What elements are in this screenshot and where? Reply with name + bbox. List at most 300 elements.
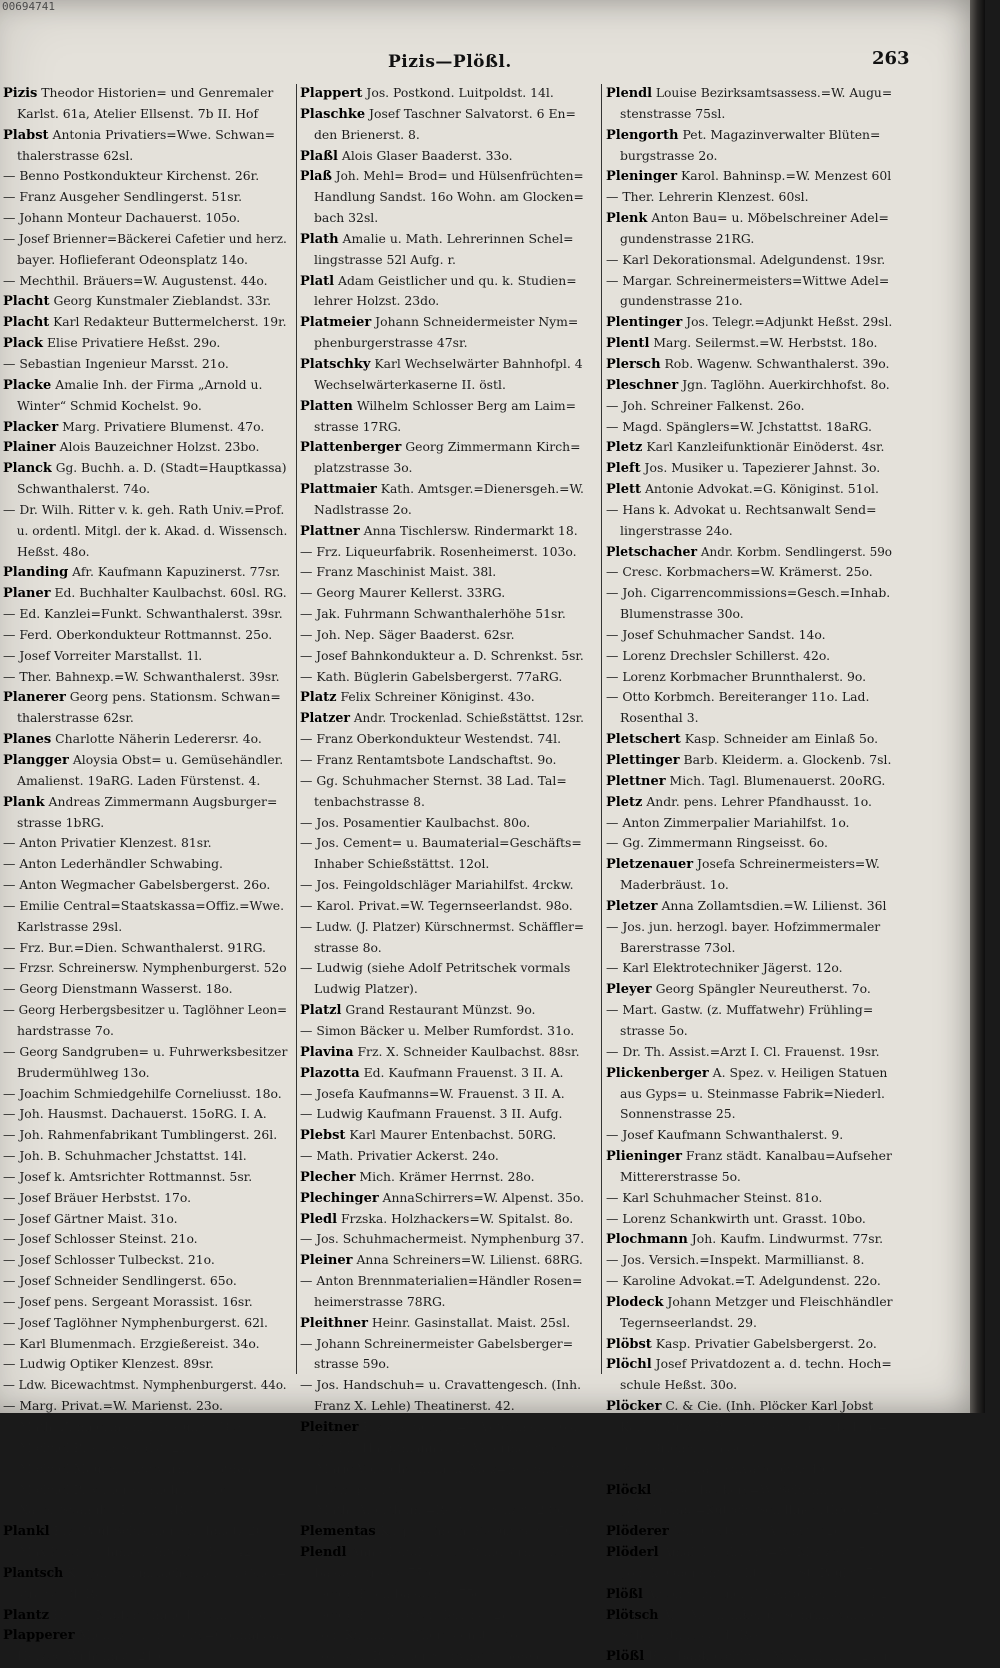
surname: Plenk	[606, 211, 648, 227]
entry-text: Winter“ Schmid Kochelst. 9o.	[17, 397, 202, 413]
entry-heading-line	[3, 792, 287, 813]
entry-heading-line	[606, 1292, 892, 1313]
entry-text: — Gg. Schuhmacher Sternst. 38 Lad. Tal=	[300, 772, 567, 788]
entry-text: — Jak. Tramb.=Kutsch. Sendlingerthorpl. 2o.	[606, 1502, 891, 1518]
entry-text: — Joh. Nep. Säger Baaderst. 62sr.	[300, 626, 515, 642]
entry-text: Marg. Seilermst.=W. Herbstst. 18o.	[649, 335, 878, 351]
surname: Pleithner	[300, 1315, 368, 1331]
entry-heading-line	[3, 437, 287, 458]
entry-line	[300, 917, 584, 938]
entry-text: — Ferd. Oberkondukteur Rottmannst. 25o.	[3, 626, 273, 642]
entry-heading-line	[300, 687, 584, 708]
entry-line	[300, 792, 598, 813]
surname: Placker	[3, 419, 59, 435]
entry-text: — Ludwig Optiker Klenzest. 89sr.	[3, 1356, 214, 1372]
entry-line	[3, 1480, 287, 1501]
entry-line	[3, 1584, 301, 1605]
entry-text: — Gg. Zimmermann Ringseisst. 6o.	[606, 835, 828, 851]
entry-text: strasse 3l. RG.	[17, 1585, 109, 1601]
entry-line	[3, 1167, 287, 1188]
entry-text: Amalienst. 19aRG. Laden Fürstenst. 4.	[17, 772, 261, 788]
entry-line	[606, 562, 892, 583]
surname: Platten	[300, 398, 353, 414]
entry-heading-line	[300, 1188, 584, 1209]
entry-heading-line	[300, 1417, 584, 1438]
entry-text: Afr. Kaufmann Kapuzinerst. 77sr.	[68, 564, 281, 580]
entry-text: Wilhelm Schlosser Berg am Laim=	[352, 397, 576, 413]
entry-line	[606, 146, 906, 167]
entry-line	[606, 667, 892, 688]
entry-text: — Joh. B. Schuhmacher Jchstattst. 14l.	[3, 1148, 247, 1164]
entry-text: Mich. k. Sicherheits=Commissär	[74, 1627, 286, 1643]
entry-line	[606, 271, 892, 292]
entry-line	[300, 1646, 584, 1667]
entry-text: — Georg Dienstmann Wasserst. 18o.	[3, 981, 233, 997]
running-head: Pizis—Plößl.	[388, 52, 512, 72]
entry-text: den Brienerst. 8.	[314, 126, 420, 142]
entry-text: Georg Kunstmaler Zieblandst. 33r.	[49, 293, 272, 309]
surname: Pleyer	[606, 982, 652, 998]
entry-text: Andr. Trockenlad. Schießstättst. 12sr.	[350, 710, 584, 726]
surname: Pleninger	[606, 169, 678, 185]
entry-text: — Jos. Cement= u. Baumaterial=Geschäfts=	[300, 835, 582, 851]
entry-text: aus Gyps= u. Steinmasse Fabrik=Niederl.	[620, 1085, 885, 1101]
entry-line	[606, 250, 892, 271]
entry-text: lingstrasse 52l Aufg. r.	[314, 251, 456, 267]
entry-text: — Josef Bahnkondukteur a. D. Schrenkst. 5sr.	[300, 647, 584, 663]
entry-text: lingerstrasse 24o.	[620, 522, 733, 538]
entry-text: — Franz Oberkondukteur Westendst. 74l.	[300, 731, 562, 747]
entry-text: Amal. Landricht.=W. Klenzest. 51sr.	[658, 1544, 889, 1560]
entry-text: — Benno Postkondukteur Kirchenst. 26r.	[3, 168, 260, 184]
entry-text: — Sebastian Ingenieur Marsst. 21o.	[3, 355, 229, 371]
entry-line	[606, 1563, 892, 1584]
entry-line	[300, 333, 598, 354]
entry-line	[3, 958, 287, 979]
entry-text: platzstrasse 3o.	[314, 460, 413, 476]
entry-line	[3, 979, 287, 1000]
entry-text: Rosenthal 3.	[620, 710, 699, 726]
surname: Pletz	[606, 794, 643, 810]
entry-line	[3, 187, 287, 208]
surname: Plöckl	[606, 1482, 652, 1498]
entry-text: bach 32sl.	[314, 210, 379, 226]
entry-line	[3, 854, 287, 875]
entry-text: Anna Schreiners=W. Lilienst. 68RG.	[352, 1252, 583, 1268]
entry-text: Frz. X. Schneider Kaulbachst. 88sr.	[353, 1043, 580, 1059]
entry-text: — Joh. Kaufmann Theresienst. 34o.	[300, 1627, 522, 1643]
surname: Pletschert	[606, 732, 681, 748]
entry-heading-line	[300, 312, 584, 333]
entry-heading-line	[300, 1209, 584, 1230]
entry-heading-line	[3, 375, 287, 396]
entry-text: Felix Schreiner Königinst. 43o.	[336, 689, 535, 705]
entry-line	[3, 1334, 287, 1355]
entry-text: — Anton Zimmerpalier Mariahilfst. 1o.	[606, 814, 850, 830]
entry-heading-line	[606, 1229, 892, 1250]
entry-text: Johann Schneidermeister Nym=	[371, 314, 579, 330]
entry-text: Cresc. Bäckers=W. Schrammerst. 4l.	[651, 1481, 887, 1497]
surname: Plendl	[300, 1545, 347, 1561]
entry-text: burgstrasse 2o.	[620, 147, 718, 163]
entry-line	[3, 1542, 287, 1563]
surname: Plavina	[300, 1044, 354, 1060]
entry-heading-line	[606, 542, 892, 563]
entry-line	[606, 1250, 892, 1271]
entry-line	[3, 250, 301, 271]
entry-line	[300, 1146, 584, 1167]
entry-text: phenburgerstrasse 47sr.	[314, 335, 468, 351]
entry-text: Heinr. Gasinstallat. Maist. 25sl.	[367, 1314, 571, 1330]
page-number: 263	[872, 48, 910, 69]
entry-line	[606, 1438, 906, 1459]
surname: Plöderl	[606, 1545, 659, 1561]
entry-line	[3, 146, 301, 167]
entry-text: Andr. pens. Lehrer Pfandhausst. 1o.	[642, 793, 872, 809]
entry-heading-line	[300, 271, 584, 292]
surname: Platzer	[300, 711, 351, 727]
entry-text: — Franz Rentamtsbote Landschaftst. 9o.	[300, 752, 557, 767]
entry-line	[3, 1125, 287, 1146]
entry-heading-line	[606, 1063, 892, 1084]
entry-line	[3, 500, 287, 521]
entry-line	[3, 875, 287, 896]
entry-text: — Jos. Feingoldschläger Mariahilfst. 4rckw.	[300, 877, 574, 893]
entry-line	[300, 604, 584, 625]
entry-line	[606, 708, 906, 729]
entry-text: — Josef pens. Sergeant Morassist. 16sr.	[3, 1293, 253, 1309]
entry-line	[3, 479, 301, 500]
entry-line	[606, 187, 892, 208]
entry-text: — Karl Schuhmacher Steinst. 81o.	[606, 1189, 823, 1205]
entry-text: — Anton Wegmacher Gabelsbergerst. 26o.	[3, 877, 271, 893]
entry-line	[3, 1417, 287, 1438]
entry-text: gundenstrasse 21o.	[620, 293, 743, 309]
entry-text: — Joh. Rahmenfabrikant Tumblingerst. 26l.	[3, 1127, 278, 1143]
entry-text: — Georg Sandgruben= u. Fuhrwerksbesitzer	[3, 1043, 288, 1059]
entry-line	[3, 1250, 287, 1271]
entry-text: Karlstrasse 29sl.	[17, 918, 123, 934]
entry-text: — Georg Maurer Kellerst. 33RG.	[300, 585, 506, 601]
entry-text: Elise Privatiere Heßst. 29o.	[43, 335, 221, 351]
entry-text: — Ed. Kanzlei=Funkt. Schwanthalerst. 39sr.	[3, 606, 283, 622]
entry-heading-line	[606, 312, 892, 333]
surname: Placht	[3, 315, 50, 331]
entry-line	[300, 458, 598, 479]
entry-line	[300, 771, 584, 792]
entry-line	[606, 604, 906, 625]
entry-text: Aloysia Obst= u. Gemüsehändler.	[68, 752, 284, 767]
entry-text: strasse 59o.	[314, 1356, 390, 1372]
entry-line	[300, 833, 584, 854]
entry-line	[3, 1292, 287, 1313]
entry-heading-line	[606, 479, 892, 500]
entry-line	[606, 1125, 892, 1146]
entry-text: — Dr. Th. Assist.=Arzt I. Cl. Frauenst. 19sr.	[606, 1043, 880, 1059]
surname: Plappert	[300, 86, 363, 101]
entry-text: — Johann Monteur Dachauerst. 105o.	[3, 210, 241, 226]
entry-line	[606, 938, 906, 959]
entry-heading-line	[3, 1605, 287, 1626]
entry-text: A. Spez. v. Heiligen Statuen	[708, 1064, 888, 1080]
entry-text: Adam Geistlicher und qu. k. Studien=	[334, 272, 577, 288]
entry-text: — Joachim Schmiedgehilfe Corneliusst. 18o.	[3, 1085, 282, 1101]
entry-text: — Math. Privatier Ackerst. 24o.	[300, 1148, 499, 1164]
entry-text: Anna Tändlerin u. Pfandvermittler.	[346, 1544, 569, 1560]
entry-text: Alb. Mechaniker u. Schirmreparateur	[658, 1606, 892, 1622]
entry-text: — Simon Bäcker u. Melber Rumfordst. 31o.	[300, 1022, 575, 1038]
entry-line	[300, 1459, 584, 1480]
entry-text: — Ludwig (siehe Adolf Petritschek vormals	[300, 960, 571, 976]
entry-text: — Frzsr. Schreinersw. Nymphenburgerst. 52o	[3, 960, 287, 976]
entry-text: Handlung Sandst. 16o Wohn. am Glocken=	[313, 189, 584, 205]
entry-heading-line	[3, 333, 287, 354]
entry-heading-line	[300, 354, 584, 375]
surname: Platzl	[300, 1003, 342, 1019]
entry-line	[3, 938, 287, 959]
entry-text: Grand Restaurant Münzst. 9o.	[341, 1002, 536, 1018]
entry-heading-line	[3, 125, 287, 146]
column-2	[300, 83, 584, 1667]
entry-line	[300, 729, 584, 750]
surname: Plattmaier	[300, 482, 377, 498]
surname: Plößl	[606, 1586, 643, 1602]
entry-text: — Josef Schuhmacher Sandst. 14o.	[606, 626, 826, 642]
entry-heading-line	[606, 1480, 892, 1501]
entry-line	[3, 646, 287, 667]
entry-text: — Magd. Spänglers=W. Jchstattst. 18aRG.	[606, 418, 872, 434]
entry-text: Ludwig Platzer).	[314, 981, 418, 997]
surname: Placht	[3, 294, 50, 310]
entry-line	[300, 250, 598, 271]
surname: Plöderer	[606, 1524, 669, 1540]
entry-heading-line	[606, 896, 892, 917]
entry-text: Anna Zollamtsdien.=W. Lilienst. 36l	[657, 897, 887, 913]
surname: Plecher	[300, 1169, 356, 1185]
entry-heading-line	[606, 1334, 892, 1355]
entry-line	[3, 1438, 287, 1459]
entry-text: Karol. Bahninsp.=W. Menzest 60l	[677, 168, 892, 184]
entry-line	[300, 187, 598, 208]
entry-line	[3, 542, 301, 563]
entry-text: — Lorenz Korbmacher Brunnthalerst. 9o.	[606, 668, 867, 684]
entry-heading-line	[3, 1521, 287, 1542]
entry-line	[3, 521, 301, 542]
entry-text: Frz. Paul Schreiner Kirchplatz 20o.	[49, 1523, 275, 1539]
entry-text: — Xaver Spängler Flurst. 4RG.	[3, 1502, 197, 1518]
entry-text: Antonia Privatiers=Wwe. Schwan=	[48, 126, 276, 142]
entry-line	[300, 1605, 584, 1626]
entry-heading-line	[3, 291, 287, 312]
surname: Plath	[300, 231, 339, 247]
entry-line	[3, 1021, 301, 1042]
entry-text: Charlotte Näherin Lederersr. 4o.	[51, 731, 262, 747]
entry-text: — Jak. Fuhrmann Schwanthalerhöhe 51sr.	[300, 606, 566, 622]
entry-text: Jos. Telegr.=Adjunkt Heßst. 29sl.	[682, 314, 893, 330]
entry-text: — Kath. Büglerin Gabelsbergerst. 77aRG.	[300, 668, 563, 684]
entry-text: Wechselwärterkaserne II. östl.	[314, 376, 506, 392]
entry-line	[3, 1104, 287, 1125]
entry-text: stenstrasse 75sl.	[620, 105, 726, 121]
surname: Plaß	[300, 169, 332, 185]
surname: Plechinger	[300, 1190, 379, 1206]
entry-text: — Josef k. Amtsrichter Rottmannst. 5sr.	[3, 1168, 253, 1184]
entry-heading-line	[3, 729, 287, 750]
entry-text: Josef Taschner Salvatorst. 6 En=	[365, 105, 576, 121]
surname: Plainer	[3, 440, 56, 456]
entry-text: Johann Metzger und Fleischhändler	[663, 1293, 893, 1309]
page-edge-shadow	[970, 0, 985, 1413]
entry-text: — Hans k. Advokat u. Rechtsanwalt Send=	[606, 501, 877, 517]
entry-line	[3, 1354, 287, 1375]
entry-text: — Cresc. Korbmachers=W. Krämerst. 25o.	[606, 564, 873, 580]
surname: Plementas	[300, 1524, 376, 1540]
entry-heading-line	[606, 125, 892, 146]
entry-heading-line	[3, 312, 287, 333]
entry-text: — Josef Kaufmann Schwanthalerst. 9.	[606, 1127, 844, 1143]
surname: Plickenberger	[606, 1065, 709, 1081]
entry-text: Kasp. Privatier Gabelsbergerst. 2o.	[651, 1335, 877, 1351]
entry-text: Rob. Wagenw. Schwanthalerst. 39o.	[660, 355, 890, 371]
entry-text: Antonie Advokat.=G. Königinst. 51ol.	[641, 481, 879, 497]
entry-text: lehrer Holzst. 23do.	[314, 293, 440, 309]
entry-text: hardstrasse 7o.	[17, 1022, 114, 1038]
entry-line	[606, 687, 892, 708]
entry-line	[3, 917, 301, 938]
entry-text: — Lorenz Drechsler Schillerst. 42o.	[606, 647, 831, 663]
entry-text: Amalie Inh. der Firma „Arnold u.	[51, 376, 263, 392]
surname: Plapperer	[3, 1628, 75, 1644]
entry-text: Brudermühlweg 13o.	[17, 1064, 150, 1080]
entry-line	[3, 354, 287, 375]
entry-text: Frz. Bankbuchhalt. Maximilianst. 24sr.	[644, 1648, 892, 1664]
entry-text: — Joh. Hausmst. Dachauerst. 15oRG. I. A.	[3, 1106, 267, 1122]
entry-text: Frzska. Holzhackers=W. Spitalst. 8o.	[337, 1210, 574, 1226]
entry-text: Maderbräust. 1o.	[620, 877, 729, 893]
surname: Platl	[300, 273, 335, 289]
entry-line	[3, 104, 301, 125]
entry-heading-line	[3, 83, 287, 104]
entry-heading-line	[3, 1563, 287, 1584]
entry-line	[3, 1271, 287, 1292]
surname: Plattenberger	[300, 440, 402, 456]
entry-heading-line	[3, 458, 287, 479]
entry-line	[300, 813, 584, 834]
surname: Pleschner	[606, 377, 679, 393]
entry-heading-line	[606, 792, 892, 813]
entry-text: Heßst. 48o.	[17, 543, 90, 559]
entry-text: Georg Zimmermann Kirch=	[401, 439, 581, 455]
entry-line	[606, 958, 892, 979]
entry-heading-line	[606, 166, 892, 187]
surname: Plochmann	[606, 1232, 688, 1248]
surname: Plentinger	[606, 315, 683, 331]
entry-line	[3, 1042, 287, 1063]
surname: Plett	[606, 482, 641, 498]
entry-heading-line	[606, 771, 892, 792]
entry-text: — Georg Koch Baaderst. 75o.	[300, 1585, 486, 1601]
entry-text: pold Brienerstrasse 8.	[620, 1439, 760, 1455]
entry-heading-line	[300, 166, 584, 187]
entry-text: — Josef Schneider Sendlingerst. 65o.	[3, 1273, 237, 1289]
surname: Plank	[3, 794, 45, 810]
entry-text: — Josef Taglöhner Nymphenburgerst. 62l.	[3, 1314, 268, 1330]
surname: Plötsch	[606, 1607, 659, 1623]
entry-text: Mich. Krämer Herrnst. 28o.	[355, 1168, 535, 1184]
surname: Plentl	[606, 336, 650, 352]
entry-text: bayer. Hoflieferant Odeonsplatz 14o.	[17, 251, 248, 267]
entry-heading-line	[3, 417, 287, 438]
surname: Pletschacher	[606, 544, 698, 560]
entry-heading-line	[606, 1396, 892, 1417]
entry-heading-line	[3, 687, 287, 708]
entry-heading-line	[606, 1521, 892, 1542]
entry-line	[300, 500, 598, 521]
entry-text: Josef Privatdozent a. d. techn. Hoch=	[651, 1356, 892, 1372]
entry-heading-line	[606, 1542, 892, 1563]
entry-text: Andr. Korbm. Sendlingerst. 59o	[697, 543, 892, 559]
entry-heading-line	[300, 396, 584, 417]
entry-heading-line	[606, 83, 892, 104]
entry-heading-line	[606, 854, 892, 875]
entry-text: Barb. Kleiderm. a. Glockenb. 7sl.	[679, 752, 892, 767]
surname: Plabst	[3, 127, 49, 143]
entry-text: Jgn. Taglöhn. Auerkirchhofst. 8o.	[678, 376, 890, 392]
entry-line	[3, 667, 287, 688]
entry-text: thalerstrasse 62sr.	[17, 710, 134, 726]
entry-line	[300, 1229, 584, 1250]
entry-text: — Josef Brienner=Bäckerei Cafetier und herz.	[3, 230, 287, 246]
surname: Planerer	[3, 690, 66, 706]
surname: Planding	[3, 565, 69, 581]
entry-text: — Math. Alterthüm.=Restaur. Salzst. 23ol.	[300, 1502, 568, 1518]
entry-line	[606, 229, 906, 250]
surname: Plantz	[3, 1607, 49, 1623]
entry-line	[606, 396, 892, 417]
entry-text: Karl Wechselwärter Bahnhofpl. 4	[370, 355, 583, 371]
entry-text: — Ludw. (J. Platzer) Kürschnermst. Schäffler=	[300, 918, 585, 934]
entry-line	[3, 1084, 287, 1105]
entry-line	[300, 1500, 584, 1521]
surname: Platmeier	[300, 315, 372, 331]
entry-text: — Michael Privatier Corneliusst. 16o.	[3, 1481, 239, 1497]
entry-text: — Anton Brennmaterialien=Händler Rosen=	[300, 1273, 583, 1289]
entry-text: Baaderstrasse 75o.	[314, 1564, 435, 1580]
entry-text: — Math. Zimmermann Linprunst. 18o.	[3, 1419, 245, 1434]
entry-line	[300, 1375, 584, 1396]
entry-line	[300, 896, 584, 917]
entry-line	[300, 291, 598, 312]
entry-line	[300, 667, 584, 688]
entry-line	[300, 125, 598, 146]
entry-line	[300, 875, 584, 896]
entry-text: — Ludwig Kaufmann Frauenst. 3 II. Aufg.	[300, 1106, 563, 1122]
entry-line	[300, 1563, 598, 1584]
entry-heading-line	[3, 1625, 287, 1646]
surname: Plaßl	[300, 148, 338, 164]
entry-text: — Franz Ausgeher Sendlingerst. 51sr.	[3, 189, 243, 205]
entry-line	[606, 875, 906, 896]
entry-text: AnnaSchirrers=W. Alpenst. 35o.	[378, 1189, 585, 1205]
entry-line	[300, 625, 584, 646]
entry-text: — Emilie Central=Staatskassa=Offiz.=Wwe.	[3, 897, 285, 913]
entry-line	[300, 208, 598, 229]
surname: Plöchl	[606, 1357, 652, 1373]
entry-text: Frzska. Schulr.=T. Veterinärst. 6sl.	[358, 1419, 582, 1434]
entry-text: — Joh. Schreiner Falkenst. 26o.	[606, 397, 805, 413]
entry-text: — Frz. Liqueurfabrik. Rosenheimerst. 103o.	[300, 543, 577, 559]
entry-text: — Mechthil. Bräuers=W. Augustenst. 44o.	[3, 272, 268, 288]
